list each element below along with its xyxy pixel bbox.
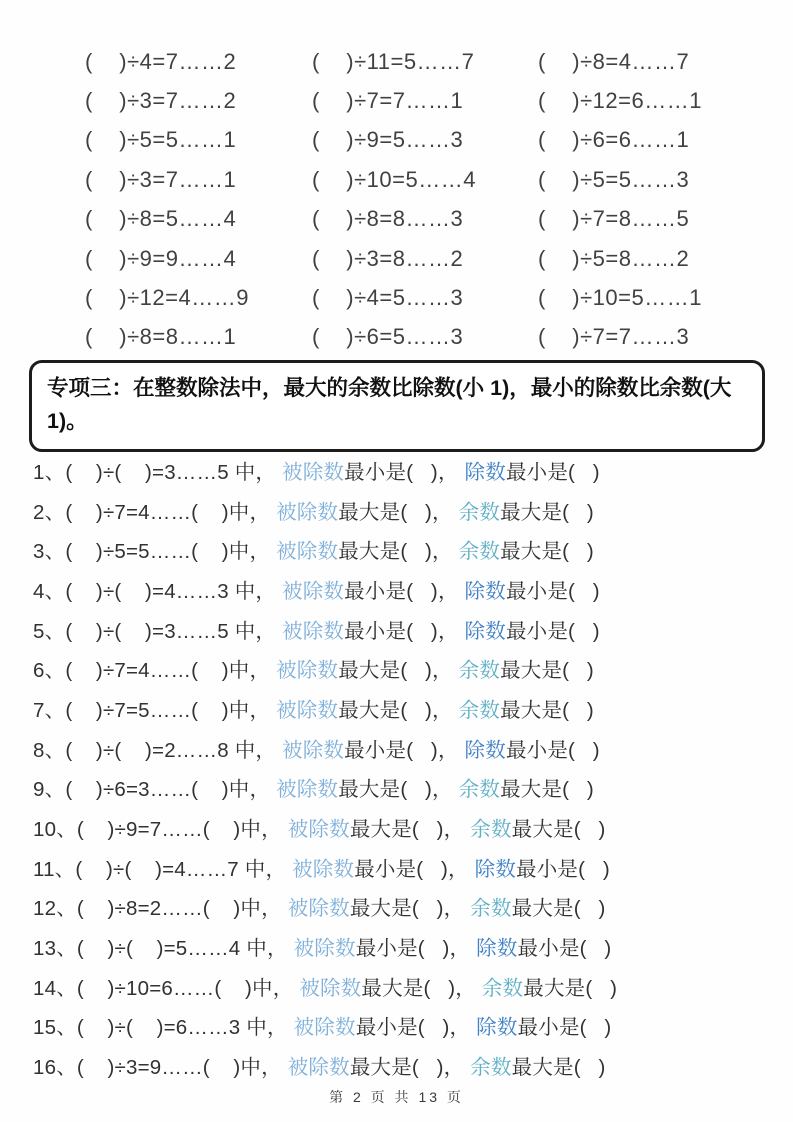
problem-equation: ( )÷7=4……( )中，: [65, 500, 277, 524]
problem-equation: ( )÷9=7……( )中，: [76, 818, 288, 842]
dividend-term: 被除数: [287, 1056, 350, 1080]
divisor-term: 除数: [464, 460, 506, 484]
dividend-term: 被除数: [276, 500, 339, 524]
problem-item: [33, 887, 773, 927]
problem-equation: ( )÷( )=4……7 中，: [75, 857, 293, 881]
section-header-text: 专项三：在整数除法中，最大的余数比除数(小 1)，最小的除数比余数(大 1)。: [47, 376, 732, 433]
problem-item: [33, 450, 773, 490]
problem-text: 最大是( ): [500, 500, 594, 524]
problem-list: [33, 450, 773, 1085]
equation: ( )÷3=7……1: [85, 166, 237, 192]
problem-equation: ( )÷( )=5……4 中，: [76, 937, 294, 961]
remainder-term: 余数: [458, 659, 501, 683]
problem-text: 最小是( )，: [355, 937, 477, 961]
equation: ( )÷4=5……3: [312, 285, 464, 311]
divisor-term: 除数: [474, 857, 517, 881]
equation: ( )÷5=8……2: [538, 245, 690, 271]
equation: ( )÷7=7……1: [312, 88, 464, 114]
equation: ( )÷9=5……3: [312, 127, 464, 153]
problem-equation: ( )÷3=9……( )中，: [76, 1056, 288, 1080]
problem-number: 6、: [33, 659, 66, 683]
equation: ( )÷3=8……2: [312, 245, 464, 271]
problem-number: 9、: [33, 778, 66, 802]
problem-number: 4、: [33, 579, 66, 603]
dividend-term: 被除数: [276, 540, 339, 564]
problem-item: [33, 768, 773, 808]
problem-text: 最大是( ): [500, 540, 594, 564]
dividend-term: 被除数: [299, 976, 362, 1000]
problem-number: 7、: [33, 698, 66, 722]
divisor-term: 除数: [464, 579, 506, 603]
problem-item: [33, 1045, 773, 1085]
equation: ( )÷10=5……1: [538, 285, 702, 311]
problem-item: [33, 847, 773, 887]
equation: ( )÷6=5……3: [312, 324, 464, 350]
equation: ( )÷12=6……1: [538, 88, 702, 114]
problem-text: 最大是( )，: [338, 698, 459, 722]
equation-row: [0, 160, 793, 199]
equation: ( )÷7=7……3: [538, 324, 690, 350]
equation: ( )÷6=6……1: [538, 127, 690, 153]
equation-row: [0, 318, 793, 357]
remainder-term: 余数: [481, 976, 524, 1000]
equation: ( )÷11=5……7: [312, 48, 475, 74]
dividend-term: 被除数: [287, 897, 350, 921]
division-equations-grid: [0, 42, 793, 357]
problem-text: 最小是( ): [516, 857, 610, 881]
problem-text: 最大是( )，: [361, 976, 482, 1000]
dividend-term: 被除数: [282, 579, 345, 603]
problem-item: [33, 609, 773, 649]
equation: ( )÷5=5……3: [538, 166, 690, 192]
equation: ( )÷8=8……3: [312, 206, 464, 232]
dividend-term: 被除数: [282, 738, 345, 762]
problem-equation: ( )÷7=4……( )中，: [65, 659, 277, 683]
remainder-term: 余数: [470, 818, 512, 842]
problem-item: [33, 529, 773, 569]
problem-equation: ( )÷( )=3……5 中，: [65, 460, 282, 484]
problem-equation: ( )÷7=5……( )中，: [65, 698, 277, 722]
problem-text: 最小是( ): [505, 738, 600, 762]
problem-item: [33, 728, 773, 768]
problem-text: 最小是( )，: [344, 738, 465, 762]
problem-text: 最大是( ): [500, 778, 594, 802]
problem-number: 15、: [33, 1016, 77, 1040]
equation: ( )÷5=5……1: [85, 127, 237, 153]
problem-equation: ( )÷6=3……( )中，: [65, 778, 277, 802]
equation-row: [0, 121, 793, 160]
divisor-term: 除数: [476, 1016, 518, 1040]
problem-text: 最大是( )，: [349, 818, 471, 842]
equation: ( )÷3=7……2: [85, 88, 237, 114]
problem-number: 11、: [33, 857, 76, 881]
dividend-term: 被除数: [282, 619, 345, 643]
equation: ( )÷4=7……2: [85, 48, 237, 74]
problem-number: 3、: [33, 540, 66, 564]
problem-equation: ( )÷( )=3……5 中，: [65, 619, 282, 643]
problem-text: 最大是( )，: [338, 778, 459, 802]
problem-text: 最大是( ): [511, 818, 606, 842]
problem-item: [33, 1006, 773, 1046]
problem-text: 最小是( )，: [354, 857, 475, 881]
problem-text: 最大是( )，: [338, 500, 459, 524]
remainder-term: 余数: [470, 897, 512, 921]
problem-number: 5、: [33, 619, 66, 643]
remainder-term: 余数: [458, 778, 501, 802]
problem-text: 最小是( )，: [355, 1016, 477, 1040]
dividend-term: 被除数: [292, 857, 355, 881]
problem-equation: ( )÷10=6……( )中，: [76, 976, 300, 1000]
problem-number: 14、: [33, 976, 77, 1000]
problem-number: 1、: [33, 460, 66, 484]
problem-equation: ( )÷5=5……( )中，: [65, 540, 277, 564]
problem-item: [33, 688, 773, 728]
problem-text: 最小是( ): [505, 579, 600, 603]
divisor-term: 除数: [476, 937, 518, 961]
problem-text: 最小是( )，: [344, 579, 465, 603]
problem-text: 最大是( )，: [338, 659, 459, 683]
equation: ( )÷7=8……5: [538, 206, 690, 232]
problem-text: 最大是( )，: [349, 1056, 471, 1080]
equation-row: [0, 81, 793, 120]
equation: ( )÷8=8……1: [85, 324, 237, 350]
problem-equation: ( )÷8=2……( )中，: [76, 897, 288, 921]
equation-row: [0, 200, 793, 239]
problem-item: [33, 807, 773, 847]
equation: ( )÷8=4……7: [538, 48, 690, 74]
problem-text: 最小是( ): [505, 619, 600, 643]
problem-equation: ( )÷( )=4……3 中，: [65, 579, 282, 603]
equation-row: [0, 278, 793, 317]
equation-row: [0, 42, 793, 81]
remainder-term: 余数: [458, 500, 501, 524]
remainder-term: 余数: [458, 698, 501, 722]
problem-text: 最大是( ): [511, 1056, 606, 1080]
divisor-term: 除数: [464, 619, 506, 643]
problem-text: 最小是( ): [505, 460, 600, 484]
problem-text: 最大是( )，: [338, 540, 459, 564]
problem-equation: ( )÷( )=2……8 中，: [65, 738, 282, 762]
dividend-term: 被除数: [276, 778, 339, 802]
problem-number: 8、: [33, 738, 66, 762]
dividend-term: 被除数: [282, 460, 345, 484]
problem-text: 最大是( ): [500, 698, 594, 722]
dividend-term: 被除数: [293, 937, 356, 961]
problem-number: 16、: [33, 1056, 77, 1080]
problem-number: 10、: [33, 818, 77, 842]
problem-text: 最小是( )，: [344, 619, 465, 643]
problem-text: 最小是( )，: [344, 460, 465, 484]
dividend-term: 被除数: [287, 818, 350, 842]
problem-text: 最小是( ): [517, 1016, 612, 1040]
problem-item: [33, 569, 773, 609]
problem-item: [33, 926, 773, 966]
page-footer: 第 2 页 共 13 页: [329, 1089, 464, 1105]
divisor-term: 除数: [464, 738, 506, 762]
equation-row: [0, 239, 793, 278]
problem-item: [33, 966, 773, 1006]
section-header-box: [29, 360, 765, 452]
problem-number: 2、: [33, 500, 66, 524]
problem-text: 最大是( ): [523, 976, 618, 1000]
problem-text: 最大是( ): [511, 897, 606, 921]
problem-equation: ( )÷( )=6……3 中，: [76, 1016, 294, 1040]
problem-text: 最大是( ): [500, 659, 594, 683]
equation: ( )÷10=5……4: [312, 166, 476, 192]
equation: ( )÷8=5……4: [85, 206, 237, 232]
remainder-term: 余数: [458, 540, 501, 564]
remainder-term: 余数: [470, 1056, 512, 1080]
equation: ( )÷9=9……4: [85, 245, 237, 271]
dividend-term: 被除数: [276, 659, 339, 683]
dividend-term: 被除数: [276, 698, 339, 722]
problem-number: 12、: [33, 897, 77, 921]
problem-item: [33, 648, 773, 688]
problem-item: [33, 490, 773, 530]
problem-text: 最大是( )，: [349, 897, 471, 921]
equation: ( )÷12=4……9: [85, 285, 249, 311]
dividend-term: 被除数: [293, 1016, 356, 1040]
problem-number: 13、: [33, 937, 77, 961]
problem-text: 最小是( ): [517, 937, 612, 961]
